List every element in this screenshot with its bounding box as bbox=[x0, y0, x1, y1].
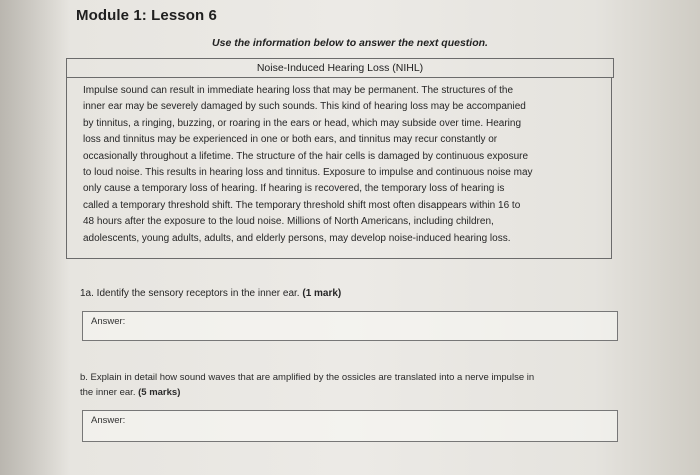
passage-line: inner ear may be severely damaged by such sounds. This kind of hearing loss may be accompanied bbox=[83, 101, 526, 113]
page-shadow bbox=[0, 0, 70, 475]
answer-label: Answer: bbox=[91, 415, 126, 426]
passage-line: loss and tinnitus may be experienced in one or both ears, and tinnitus may recur constantly or bbox=[83, 134, 498, 146]
passage-body bbox=[66, 77, 612, 259]
question-1b-prompt-end: the inner ear. bbox=[80, 387, 136, 398]
module-heading: Module 1: Lesson 6 bbox=[76, 7, 217, 24]
question-1b-prompt-line: b. Explain in detail how sound waves that are amplified by the ossicles are translated into a nerve impulse in bbox=[80, 372, 535, 383]
answer-field-1b[interactable] bbox=[82, 410, 618, 442]
passage-line: 48 hours after the exposure to the loud noise. Millions of North Americans, including children, bbox=[83, 216, 494, 228]
passage-line: by tinnitus, a ringing, buzzing, or roaring in the ears or head, which may subside over time. Hearing bbox=[83, 117, 522, 129]
answer-field-1a[interactable] bbox=[82, 311, 618, 341]
answer-label: Answer: bbox=[91, 316, 126, 327]
question-1b-marks: (5 marks) bbox=[138, 387, 181, 398]
passage-line: only cause a temporary loss of hearing. If hearing is recovered, the temporary loss of hearing is bbox=[83, 183, 505, 195]
passage-line: occasionally throughout a lifetime. The structure of the hair cells is damaged by continuous exposure bbox=[83, 150, 529, 162]
passage-line: called a temporary threshold shift. The temporary threshold shift most often disappears within 16 to bbox=[83, 199, 521, 211]
question-1a-prompt: 1a. Identify the sensory receptors in the inner ear. bbox=[80, 288, 300, 299]
question-1b-prompt-line-2 bbox=[80, 385, 534, 400]
question-1a-marks: (1 mark) bbox=[302, 288, 342, 299]
question-1b bbox=[80, 370, 534, 400]
passage-line: to loud noise. This results in hearing loss and tinnitus. Exposure to impulse and continuous noise may bbox=[83, 167, 533, 179]
question-1a bbox=[80, 288, 341, 299]
passage-line: adolescents, young adults, adults, and elderly persons, may develop noise-induced hearing loss. bbox=[83, 232, 511, 244]
passage-title: Noise-Induced Hearing Loss (NIHL) bbox=[66, 58, 614, 78]
instruction-text: Use the information below to answer the next question. bbox=[212, 37, 488, 49]
passage-line: Impulse sound can result in immediate hearing loss that may be permanent. The structures of the bbox=[83, 85, 514, 96]
